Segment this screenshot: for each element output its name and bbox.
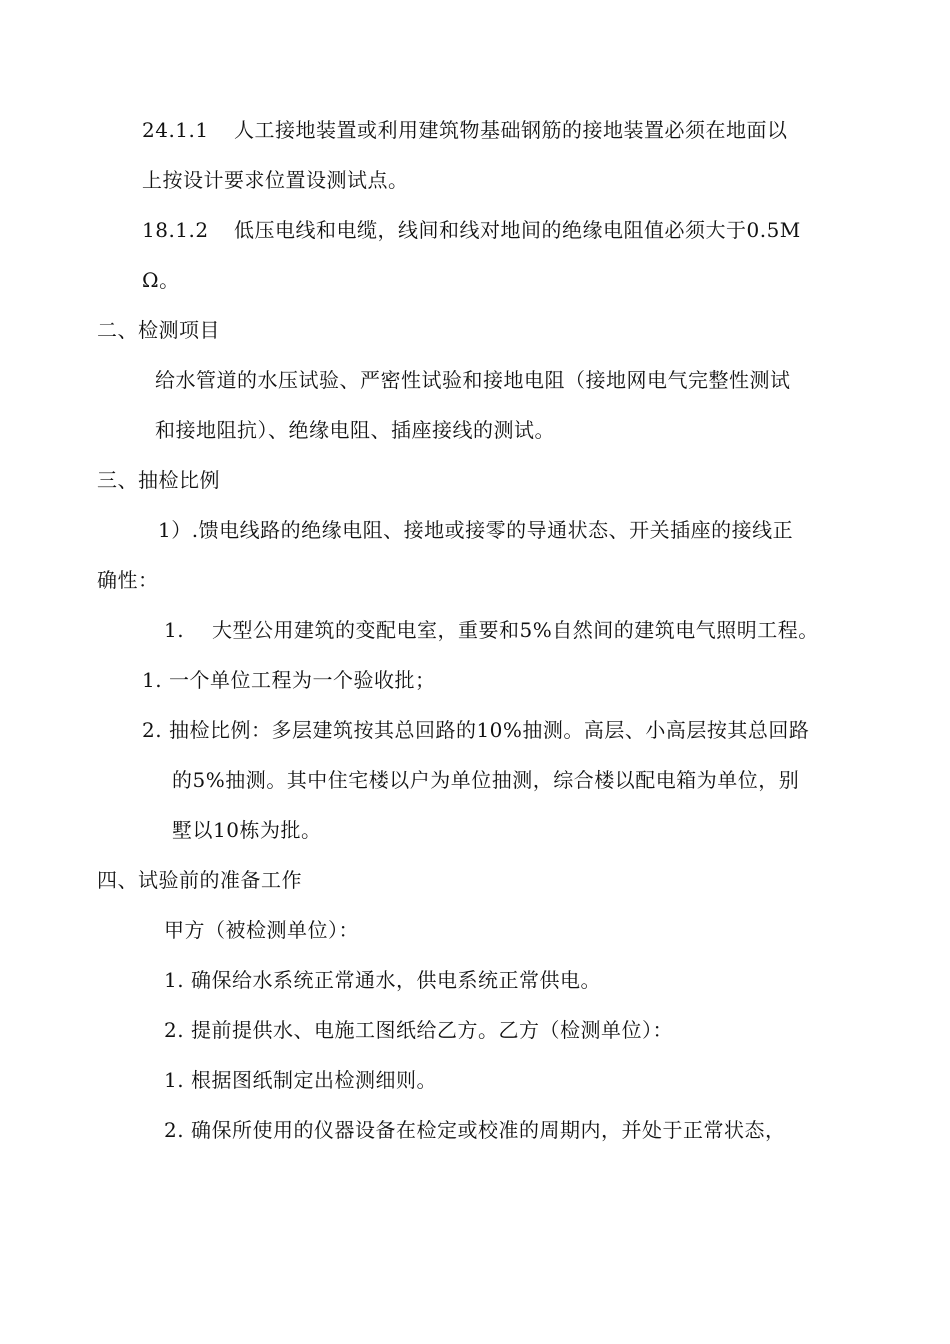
- clause-text: 低压电线和电缆，线间和线对地间的绝缘电阻值必须大于0.5M: [234, 218, 801, 242]
- clause-text: 人工接地装置或利用建筑物基础钢筋的接地装置必须在地面以: [234, 118, 788, 142]
- clause-18-1-2: [142, 216, 801, 244]
- paragraph-inspection-items: 给水管道的水压试验、严密性试验和接地电阻（接地网电气完整性测试: [155, 368, 791, 392]
- list-item-substation: [164, 616, 819, 644]
- list-number: 1.: [164, 618, 185, 642]
- clause-18-1-2-continued: Ω。: [142, 268, 180, 292]
- party-a-item-1: 1. 确保给水系统正常通水，供电系统正常供电。: [164, 968, 601, 992]
- section-heading-inspection-items: 二、检测项目: [97, 318, 220, 342]
- clause-24-1-1: [142, 116, 788, 144]
- party-b-item-1: 1. 根据图纸制定出检测细则。: [164, 1068, 437, 1092]
- list-item-sampling-ratio: 2. 抽检比例：多层建筑按其总回路的10%抽测。高层、小高层按其总回路: [142, 718, 810, 742]
- paragraph-inspection-items-continued: 和接地阻抗）、绝缘电阻、插座接线的测试。: [155, 418, 555, 442]
- clause-24-1-1-continued: 上按设计要求位置设测试点。: [142, 168, 409, 192]
- party-a-item-2: 2. 提前提供水、电施工图纸给乙方。乙方（检测单位）：: [164, 1018, 673, 1042]
- list-item-sampling-ratio-continued: 的5%抽测。其中住宅楼以户为单位抽测，综合楼以配电箱为单位，别: [172, 768, 800, 792]
- party-a-heading: 甲方（被检测单位）：: [164, 918, 359, 942]
- list-item-sampling-ratio-continued-2: 墅以10栋为批。: [172, 818, 322, 842]
- party-b-item-2: 2. 确保所使用的仪器设备在检定或校准的周期内，并处于正常状态，: [164, 1118, 786, 1142]
- clause-number: 18.1.2: [142, 218, 209, 242]
- list-item-inspection-batch: 1. 一个单位工程为一个验收批；: [142, 668, 436, 692]
- section-heading-sampling-ratio: 三、抽检比例: [97, 468, 220, 492]
- paragraph-feeder-lines: 1）.馈电线路的绝缘电阻、接地或接零的导通状态、开关插座的接线正: [158, 518, 794, 542]
- list-text: 大型公用建筑的变配电室，重要和5%自然间的建筑电气照明工程。: [212, 618, 819, 642]
- paragraph-feeder-lines-continued: 确性：: [97, 568, 159, 592]
- clause-number: 24.1.1: [142, 118, 209, 142]
- section-heading-preparation: 四、试验前的准备工作: [97, 868, 302, 892]
